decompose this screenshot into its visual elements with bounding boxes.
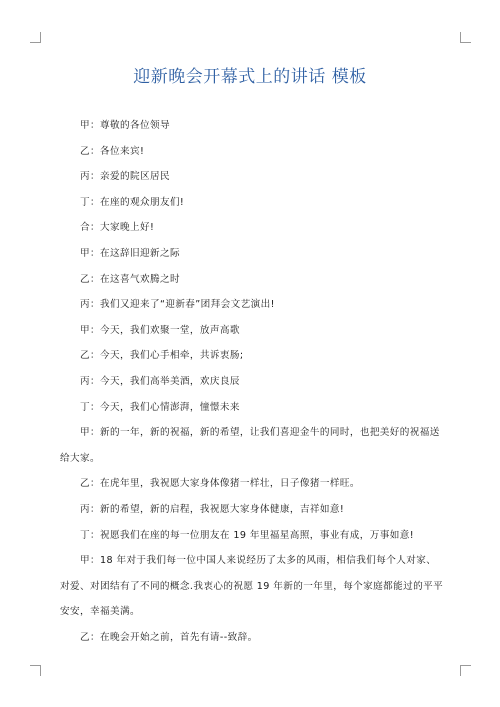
paragraph: 丙：新的希望，新的启程，我祝愿大家身体健康，吉祥如意!: [80, 503, 345, 515]
paragraph: 乙：各位来宾!: [80, 145, 145, 157]
paragraph: 丁：祝愿我们在座的每一位朋友在 19 年里福星高照，事业有成，万事如意!: [80, 529, 414, 541]
paragraph: 丁：在座的观众朋友们!: [80, 196, 185, 208]
document-body: [60, 113, 445, 650]
crop-mark-top-left: [30, 32, 41, 43]
crop-mark-bottom-right: [460, 665, 471, 676]
paragraph: 乙：在这喜气欢腾之时: [80, 273, 180, 285]
paragraph: 甲：新的一年，新的祝福，新的希望，让我们喜迎金牛的同时，也把美好的祝福送给大家。: [60, 427, 440, 464]
paragraph: 甲：尊敬的各位领导: [80, 120, 170, 131]
crop-mark-bottom-left: [30, 665, 41, 676]
paragraph: 丙：我们又迎来了“迎新春”团拜会文艺演出!: [80, 299, 275, 311]
paragraph: 甲：在这辞旧迎新之际: [80, 247, 180, 259]
paragraph: 丁：今天，我们心情澎湃，憧憬未来: [80, 401, 240, 413]
paragraph: 甲：今天，我们欢聚一堂，放声高歌: [80, 324, 240, 336]
paragraph: 甲：18 年对于我们每一位中国人来说经历了太多的风雨，相信我们每个人对家、对爱、对团结有了不同的概念.我衷心的祝愿 19 年新的一年里，每个家庭都能过的平平安安，幸福美满。: [60, 555, 444, 618]
paragraph: 乙：在虎年里，我祝愿大家身体像猪一样壮，日子像猪一样旺。: [80, 478, 360, 490]
paragraph: 丙：今天，我们高举美酒，欢庆良辰: [80, 375, 240, 387]
document-title: 迎新晚会开幕式上的讲话 模板: [133, 67, 367, 87]
paragraph: 合：大家晚上好!: [80, 222, 155, 234]
paragraph: 乙：在晚会开始之前，首先有请--致辞。: [80, 631, 258, 643]
crop-mark-top-right: [460, 32, 471, 43]
paragraph: 乙：今天，我们心手相牵，共诉衷肠;: [80, 350, 244, 362]
paragraph: 丙：亲爱的院区居民: [80, 171, 170, 183]
